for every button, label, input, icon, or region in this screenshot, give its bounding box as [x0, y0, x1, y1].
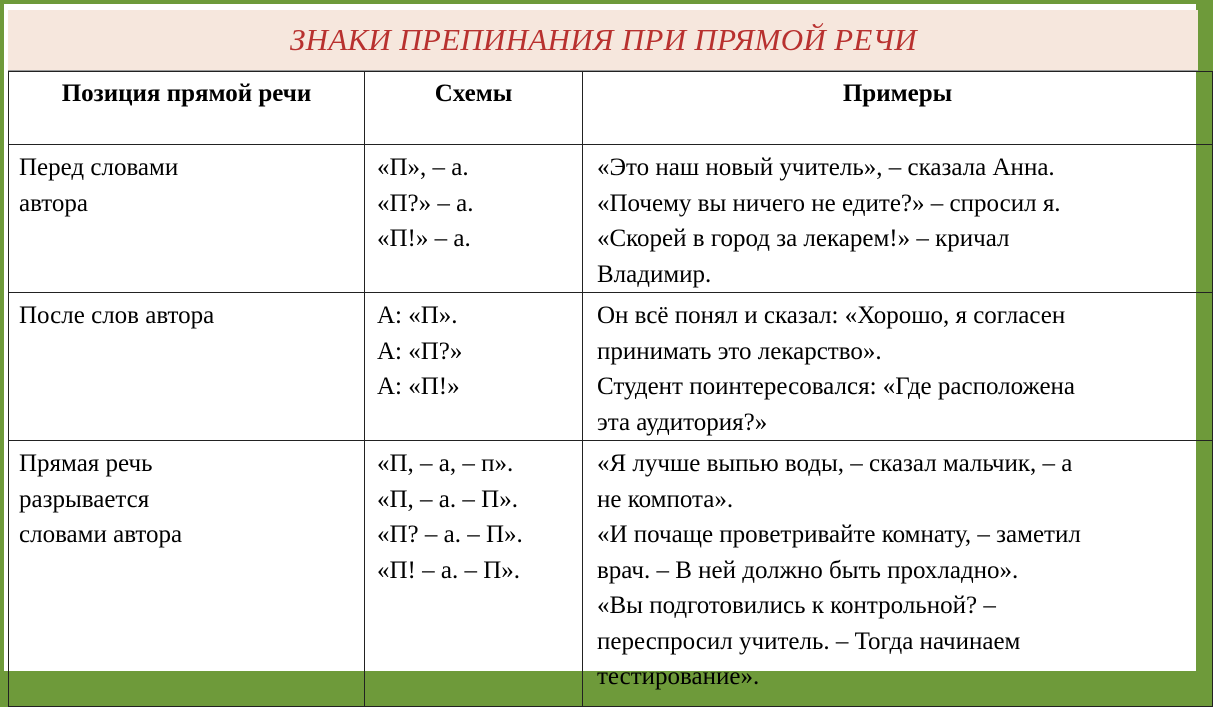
- table-row: [9, 293, 1213, 441]
- example-line: «Вы подготовились к контрольной? –: [597, 592, 996, 619]
- page-title: ЗНАКИ ПРЕПИНАНИЯ ПРИ ПРЯМОЙ РЕЧИ: [290, 22, 917, 57]
- example-line: «Почему вы ничего не едите?» – спросил я.: [597, 189, 1061, 217]
- title-bar: [8, 10, 1198, 70]
- scheme-line: А: «П?»: [377, 337, 463, 365]
- example-line: не компота».: [597, 485, 734, 513]
- scheme-line: «П?» – а.: [377, 189, 474, 217]
- example-line: «Это наш новый учитель», – сказала Анна.: [597, 154, 1055, 181]
- example-line: «Скорей в город за лекарем!» – кричал: [597, 225, 1010, 252]
- example-line: «И почаще проветривайте комнату, – заметил: [597, 521, 1081, 548]
- scheme-line: А: «П».: [377, 302, 458, 329]
- example-cell: [583, 441, 1213, 707]
- header-examples: Примеры: [583, 72, 1213, 145]
- scheme-line: «П? – а. – П».: [377, 521, 523, 548]
- scheme-line: «П», – а.: [377, 154, 469, 181]
- example-line: Он всё понял и сказал: «Хорошо, я согласен: [597, 302, 1066, 329]
- scheme-cell: [365, 293, 583, 441]
- example-line: врач. – В ней должно быть прохладно».: [597, 556, 1019, 584]
- position-line: Прямая речь: [19, 450, 153, 477]
- position-line: словами автора: [19, 521, 183, 548]
- example-line: «Я лучше выпью воды, – сказал мальчик, – а: [597, 450, 1073, 477]
- position-line: разрывается: [19, 485, 150, 513]
- example-line: Студент поинтересовался: «Где расположена: [597, 373, 1076, 400]
- example-line: Владимир.: [597, 260, 712, 288]
- position-cell: [9, 293, 365, 441]
- table-row: [9, 441, 1213, 707]
- header-row: [9, 72, 1213, 145]
- position-line: Перед словами: [19, 154, 179, 181]
- scheme-cell: [365, 145, 583, 293]
- scheme-line: «П!» – а.: [377, 225, 471, 252]
- position-cell: [9, 145, 365, 293]
- punctuation-table: [8, 71, 1213, 707]
- example-line: тестирование».: [597, 663, 760, 690]
- table-row: [9, 145, 1213, 293]
- example-line: переспросил учитель. – Тогда начинаем: [597, 627, 1021, 655]
- position-line: После слов автора: [19, 302, 215, 329]
- header-position: Позиция прямой речи: [9, 72, 365, 145]
- scheme-line: А: «П!»: [377, 373, 460, 400]
- scheme-cell: [365, 441, 583, 707]
- scheme-line: «П, – а, – п».: [377, 450, 514, 477]
- example-line: принимать это лекарство».: [597, 337, 882, 365]
- header-schemes: Схемы: [365, 72, 583, 145]
- page-frame: [4, 4, 1196, 690]
- scheme-line: «П! – а. – П».: [377, 556, 521, 584]
- position-cell: [9, 441, 365, 707]
- example-line: эта аудитория?»: [597, 408, 768, 436]
- example-cell: [583, 293, 1213, 441]
- example-cell: [583, 145, 1213, 293]
- scheme-line: «П, – а. – П».: [377, 485, 518, 513]
- position-line: автора: [19, 189, 88, 217]
